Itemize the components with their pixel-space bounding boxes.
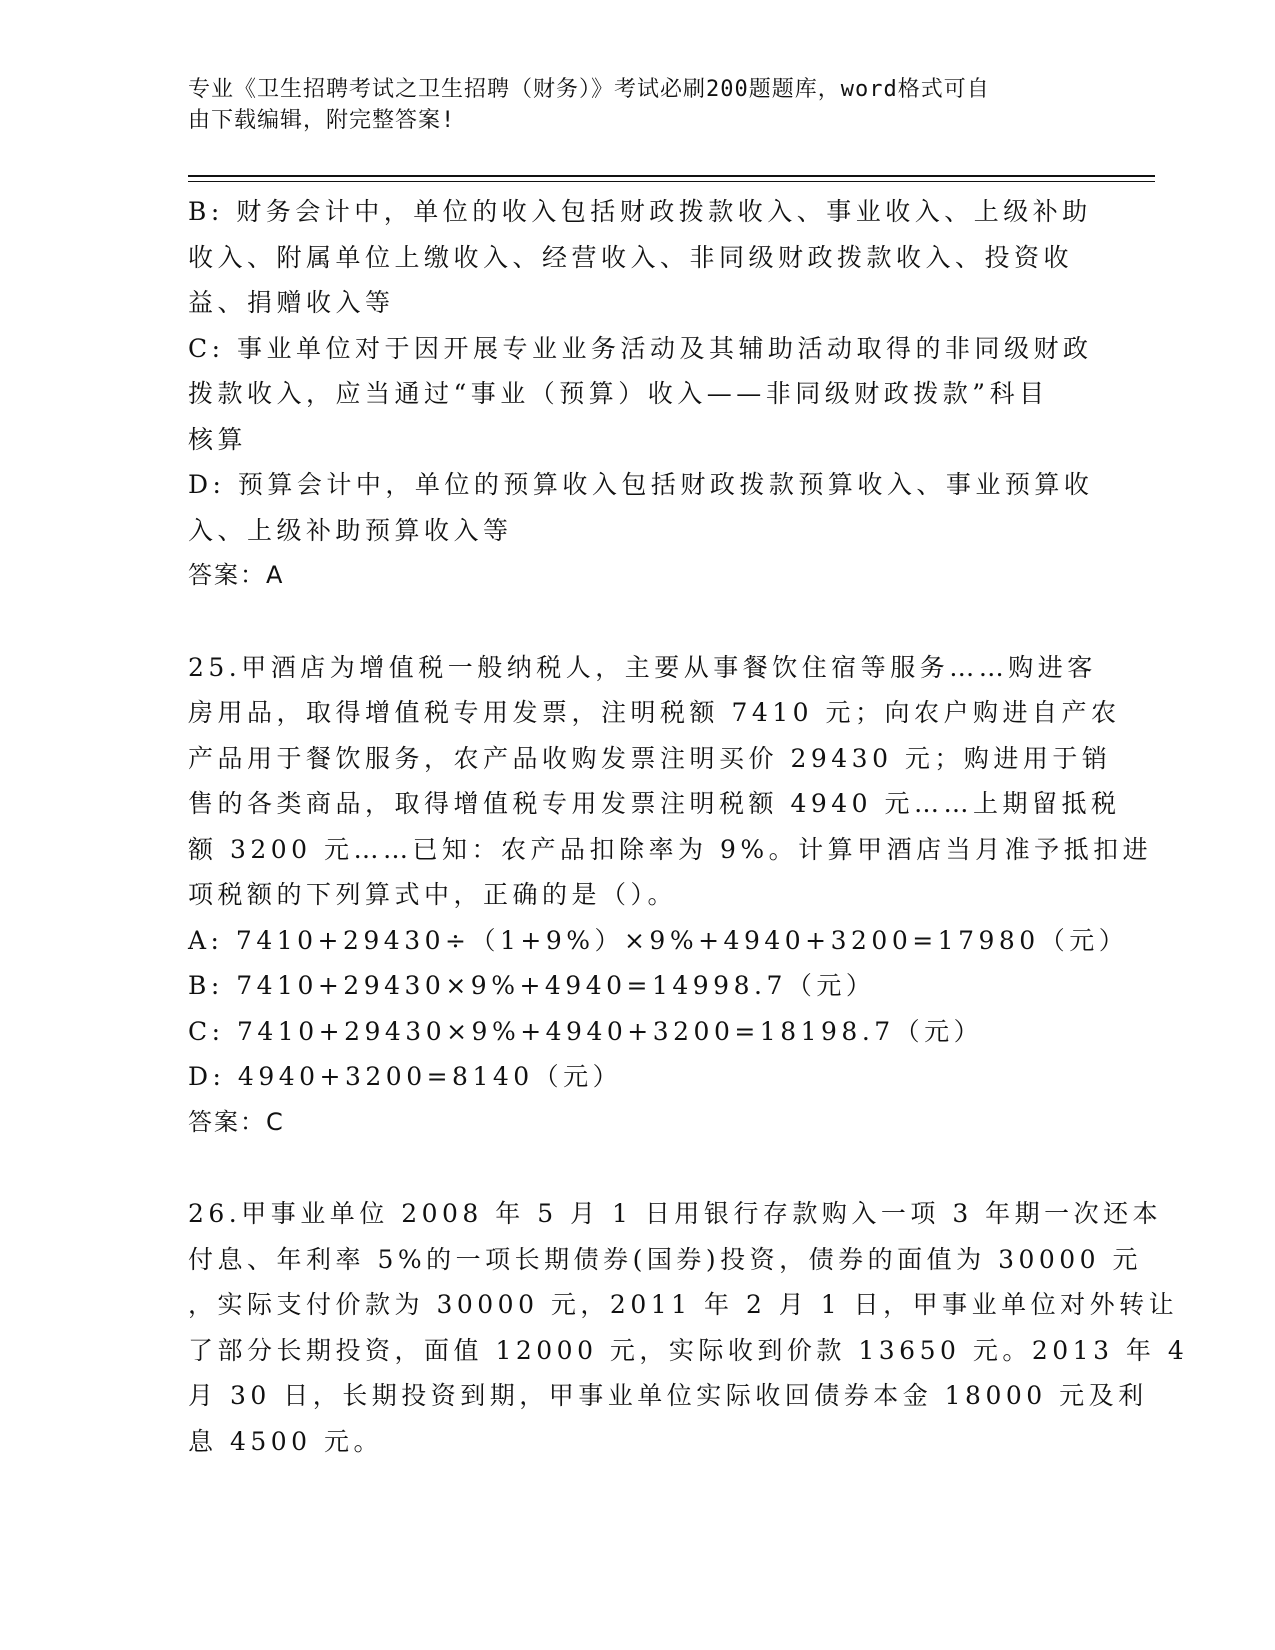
question-stem-line: 项税额的下列算式中，正确的是（）。 xyxy=(188,880,678,909)
option-b-line: 益、捐赠收入等 xyxy=(188,288,395,317)
answer-label: 答案：A xyxy=(188,561,285,589)
question-stem-line: 了部分长期投资，面值 12000 元，实际收到价款 13650 元。2013 年 4 xyxy=(188,1335,1189,1365)
question-24-options xyxy=(188,189,1094,599)
option-c-line: 核算 xyxy=(188,424,248,454)
option-d-line: 入、上级补助预算收入等 xyxy=(188,515,513,545)
question-stem-line: ，实际支付价款为 30000 元，2011 年 2 月 1 日，甲事业单位对外转让 xyxy=(188,1290,1179,1319)
option-b: B: 7410+29430×9%+4940=14998.7（元） xyxy=(188,971,876,1000)
spacer xyxy=(188,599,1088,645)
option-b-line: B: 财务会计中，单位的收入包括财政拨款收入、事业收入、上级补助 xyxy=(188,197,1092,226)
question-25 xyxy=(188,645,1153,1146)
spacer xyxy=(188,1145,1088,1191)
question-stem-line: 房用品，取得增值税专用发票，注明税额 7410 元；向农户购进自产农 xyxy=(188,698,1121,727)
header-line: 专业《卫生招聘考试之卫生招聘（财务）》考试必刷200题题库，word格式可自 xyxy=(188,77,990,102)
header-divider-thin xyxy=(188,181,1155,182)
header-line: 由下载编辑，附完整答案! xyxy=(188,108,456,133)
question-stem-line: 售的各类商品，取得增值税专用发票注明税额 4940 元……上期留抵税 xyxy=(188,789,1121,818)
question-stem-line: 息 4500 元。 xyxy=(188,1426,384,1456)
question-stem-line: 25.甲酒店为增值税一般纳税人，主要从事餐饮住宿等服务……购进客 xyxy=(188,652,1097,682)
page-content xyxy=(188,189,1189,1464)
option-d-line: D: 预算会计中，单位的预算收入包括财政拨款预算收入、事业预算收 xyxy=(188,470,1094,499)
question-stem-line: 月 30 日，长期投资到期，甲事业单位实际收回债券本金 18000 元及利 xyxy=(188,1381,1148,1410)
question-stem-line: 26.甲事业单位 2008 年 5 月 1 日用银行存款购入一项 3 年期一次还本 xyxy=(188,1199,1163,1228)
option-a: A: 7410+29430÷（1+9%）×9%+4940+3200=17980（元） xyxy=(188,925,1129,955)
question-stem-line: 产品用于餐饮服务，农产品收购发票注明买价 29430 元；购进用于销 xyxy=(188,743,1112,773)
question-stem-line: 额 3200 元……已知：农产品扣除率为 9%。计算甲酒店当月准予抵扣进 xyxy=(188,834,1153,864)
page-header xyxy=(188,74,1068,136)
header-divider-thick xyxy=(188,175,1155,177)
question-stem-line: 付息、年利率 5%的一项长期债券(国券)投资，债券的面值为 30000 元 xyxy=(188,1244,1143,1274)
option-c-line: 拨款收入，应当通过“事业（预算）收入——非同级财政拨款”科目 xyxy=(188,379,1049,408)
question-26 xyxy=(188,1191,1189,1464)
option-b-line: 收入、附属单位上缴收入、经营收入、非同级财政拨款收入、投资收 xyxy=(188,242,1074,272)
option-c-line: C: 事业单位对于因开展专业业务活动及其辅助活动取得的非同级财政 xyxy=(188,333,1093,363)
option-d: D: 4940+3200=8140（元） xyxy=(188,1062,623,1091)
answer-label: 答案：C xyxy=(188,1107,285,1136)
option-c: C: 7410+29430×9%+4940+3200=18198.7（元） xyxy=(188,1016,984,1046)
